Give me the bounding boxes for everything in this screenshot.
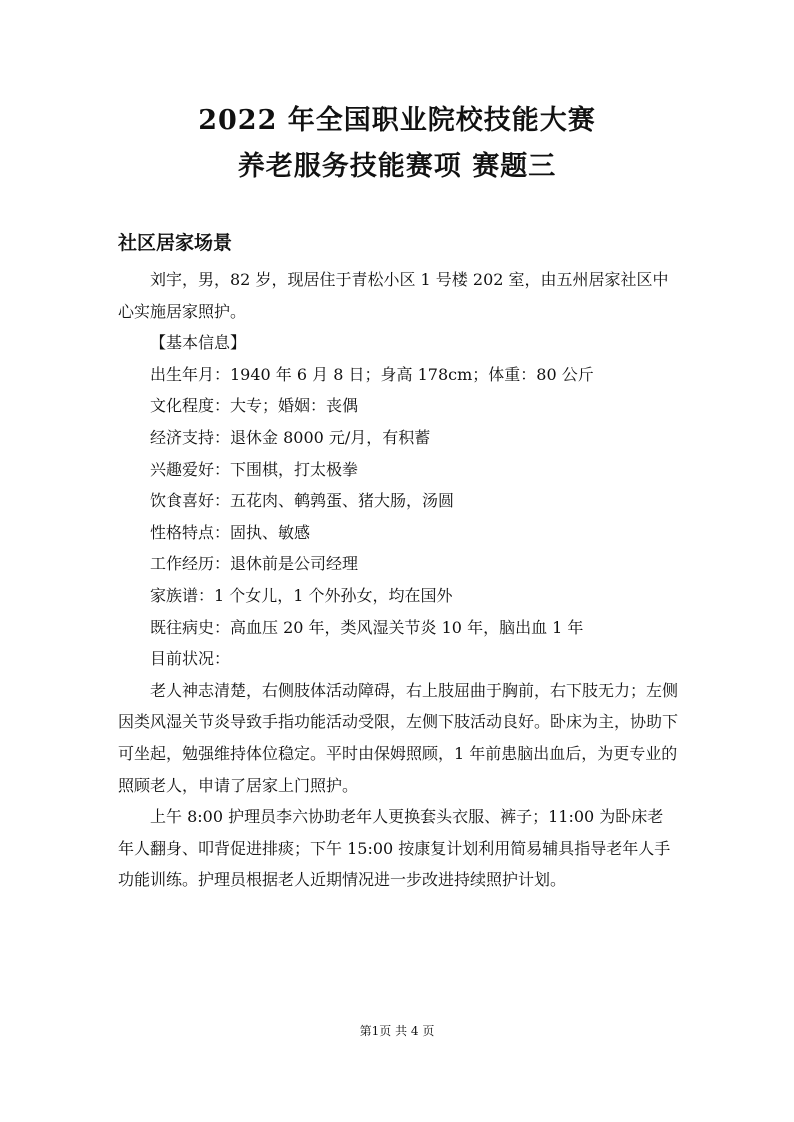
basic-info-work: 工作经历：退休前是公司经理 xyxy=(150,554,359,574)
basic-info-heading: 【基本信息】 xyxy=(150,333,247,353)
current-status-heading: 目前状况： xyxy=(150,649,231,669)
basic-info-education: 文化程度：大专；婚姻：丧偶 xyxy=(150,396,359,416)
basic-info-birth: 出生年月：1940 年 6 月 8 日；身高 178cm；体重：80 公斤 xyxy=(150,364,594,384)
basic-info-family: 家族谱：1 个女儿，1 个外孙女，均在国外 xyxy=(150,585,453,605)
document-title-line-2: 养老服务技能赛项 赛题三 xyxy=(237,151,557,182)
basic-info-diet: 饮食喜好：五花肉、鹌鹑蛋、猪大肠，汤圆 xyxy=(150,491,455,511)
intro-paragraph: 刘宇，男，82 岁，现居住于青松小区 1 号楼 202 室，由五州居家社区中心实施居家照护。 xyxy=(118,270,669,321)
document-title-line-1: 2022 年全国职业院校技能大赛 xyxy=(198,105,596,136)
basic-info-medical-history: 既往病史：高血压 20 年，类风湿关节炎 10 年，脑出血 1 年 xyxy=(150,617,584,637)
document-body xyxy=(118,264,678,896)
basic-info-personality: 性格特点：固执、敏感 xyxy=(150,522,311,542)
basic-info-hobbies: 兴趣爱好：下围棋，打太极拳 xyxy=(150,459,359,479)
section-heading: 社区居家场景 xyxy=(118,232,233,254)
status-paragraph-2: 上午 8:00 护理员李六协助老年人更换套头衣服、裤子；11:00 为卧床老年人翻身、叩背促进排痰；下午 15:00 按康复计划利用简易辅具指导老年人手功能训练。护理员根据老人近期情况进一步改进持续照护计划。 xyxy=(118,807,671,890)
page-footer: 第1页 共 4 页 xyxy=(359,1024,435,1038)
status-paragraph-1: 老人神志清楚，右侧肢体活动障碍，右上肢屈曲于胸前，右下肢无力；左侧因类风湿关节炎导致手指功能活动受限，左侧下肢活动良好。卧床为主，协助下可坐起，勉强维持体位稳定。平时由保姆照顾，1 年前患脑出血后，为更专业的照顾老人，申请了居家上门照护。 xyxy=(118,680,679,795)
basic-info-economy: 经济支持：退休金 8000 元/月，有积蓄 xyxy=(150,427,431,447)
